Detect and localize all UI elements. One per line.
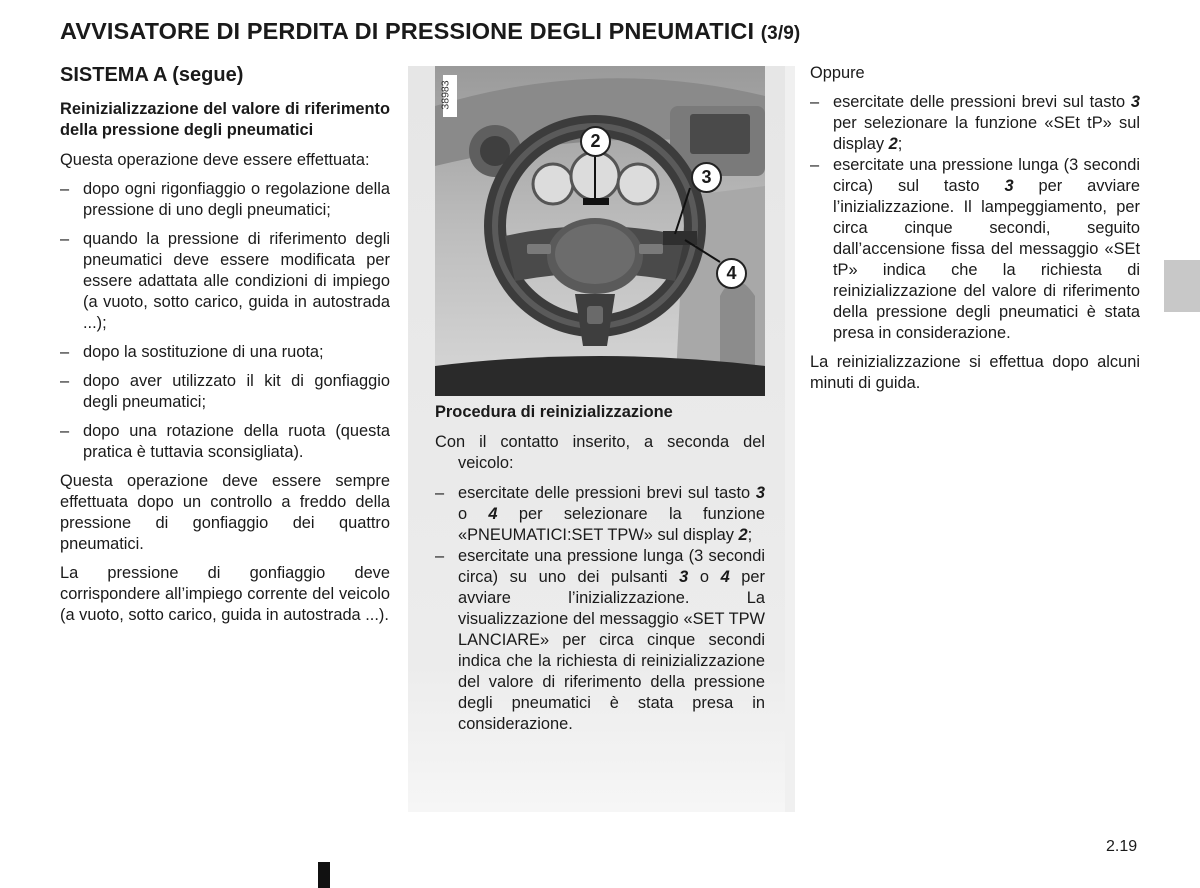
text-span: esercitate una pressione lunga (3 secondi circa) sul tasto [833, 156, 1140, 195]
list-item: – dopo aver utilizzato il kit di gonfiaggio degli pneumatici; [60, 371, 390, 413]
right-gutter-background [785, 66, 795, 812]
body-paragraph: La reinizializzazione si effettua dopo alcuni minuti di guida. [810, 353, 1140, 392]
list-item: – quando la pressione di riferimento degli pneumatici deve essere modificata per essere adattata alle condizioni di impiego (a vuoto, sotto carico, guida in autostrada ...); [60, 229, 390, 334]
key-ref: 4 [720, 568, 730, 586]
page-number: 2.19 [1106, 838, 1138, 855]
left-column [60, 63, 390, 634]
text-span: per avviare l’inizializzazione. La visualizzazione del messaggio «SET TPW LANCIARE» per circa cinque secondi indica che la richiesta di reinizializzazione del valore di riferimento della pressione degli pneumatici è stata presa in considerazione. [458, 568, 765, 733]
list-item [810, 92, 1140, 155]
crop-mark [318, 862, 330, 888]
list-item [810, 155, 1140, 344]
key-ref: 3 [755, 484, 765, 502]
middle-column [435, 402, 765, 743]
callout-2: 2 [580, 126, 611, 157]
figure-reference [439, 75, 457, 117]
text-span: o [688, 568, 721, 586]
text-span: esercitate delle pressioni brevi sul tasto [458, 484, 756, 502]
text-span: ; [897, 135, 903, 153]
text-span: esercitate delle pressioni brevi sul tasto [833, 93, 1131, 111]
page-title [60, 18, 800, 45]
right-column [810, 63, 1140, 402]
procedure-title: Procedura di reinizializzazione [435, 403, 673, 421]
list-item: – dopo la sostituzione di una ruota; [60, 342, 390, 363]
text-span: per avviare l’inizializzazione. Il lampeggiamento, per circa cinque secondi, seguito dall’accensione fissa del messaggio «SEt tP» indica che la richiesta di reinizializzazione del valore di riferimento della pressione degli pneumatici è stata presa in considerazione. [833, 177, 1141, 342]
callout-4: 4 [716, 258, 747, 289]
list-item [435, 546, 765, 735]
list-item [435, 483, 765, 546]
key-ref: 2 [888, 135, 898, 153]
key-ref: 2 [738, 526, 748, 544]
dashboard-illustration [435, 66, 765, 396]
lead-text: Oppure [810, 64, 865, 82]
body-paragraph: Questa operazione deve essere sempre effettuata dopo un controllo a freddo della pressione di gonfiaggio dei quattro pneumatici. [60, 472, 390, 553]
key-ref: 3 [1004, 177, 1014, 195]
callout-3: 3 [691, 162, 722, 193]
title-text: AVVISATORE DI PERDITA DI PRESSIONE DEGLI PNEUMATICI [60, 18, 755, 44]
list-item: – dopo una rotazione della ruota (questa pratica è tuttavia sconsigliata). [60, 421, 390, 463]
text-span: per selezionare la funzione «PNEUMATICI:SET TPW» sul display [458, 505, 765, 544]
key-ref: 3 [679, 568, 689, 586]
procedure-list [435, 483, 765, 735]
intro-text: Con il contatto inserito, a seconda del veicolo: [435, 433, 765, 472]
key-ref: 3 [1130, 93, 1140, 111]
section-tab [1164, 260, 1200, 312]
condition-list [60, 179, 390, 463]
text-span: per selezionare la funzione «SEt tP» sul display [833, 114, 1140, 153]
section-title: SISTEMA A (segue) [60, 64, 244, 86]
section-subtitle: Reinizializzazione del valore di riferimento della pressione degli pneumatici [60, 100, 390, 139]
steering-wheel-image [435, 66, 765, 396]
text-span: ; [747, 526, 753, 544]
key-ref: 4 [488, 505, 498, 523]
alternative-list [810, 92, 1140, 344]
title-part: (3/9) [760, 23, 801, 44]
intro-text: Questa operazione deve essere effettuata: [60, 151, 370, 169]
text-span: esercitate una pressione lunga (3 secondi circa) su uno dei pulsanti [458, 547, 765, 586]
list-item: – dopo ogni rigonfiaggio o regolazione della pressione di uno degli pneumatici; [60, 179, 390, 221]
figure-reference-number: 38983 [439, 80, 452, 110]
text-span: o [458, 505, 489, 523]
body-paragraph: La pressione di gonfiaggio deve corrispondere all’impiego corrente del veicolo (a vuoto, sotto carico, guida in autostrada ...). [60, 564, 390, 624]
